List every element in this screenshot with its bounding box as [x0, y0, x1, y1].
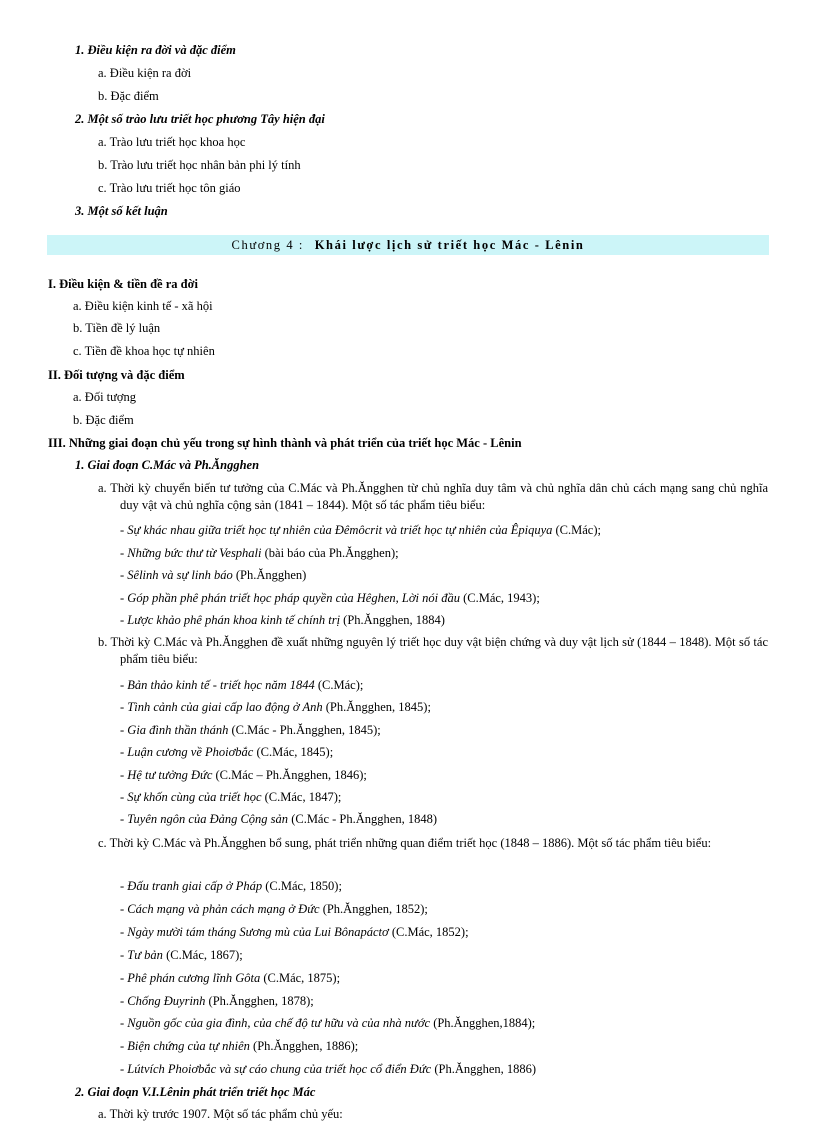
stage-2-item-a: a. Thời kỳ trước 1907. Một số tác phẩm chủ yếu: — [98, 1107, 343, 1121]
work-title: - Phê phán cương lĩnh Gôta — [120, 970, 261, 985]
part-1-item-b: b. Tiền đề lý luận — [73, 321, 161, 335]
part-2-item-a: a. Đối tượng — [73, 390, 137, 404]
work-title: - Gia đình thần thánh — [120, 722, 229, 737]
work-item — [120, 789, 341, 805]
work-title: - Hệ tư tưởng Đức — [120, 767, 213, 782]
work-title: - Ngày mười tám tháng Sương mù của Lui Bônapáctơ — [120, 924, 389, 939]
work-citation: (Ph.Ăngghen, 1886); — [249, 1039, 359, 1054]
work-item — [120, 970, 340, 986]
work-citation: (C.Mác, 1867); — [162, 947, 243, 962]
part-1-title: I. Điều kiện & tiền đề ra đời — [48, 277, 198, 291]
work-item — [120, 767, 367, 783]
work-citation: (C.Mác, 1850); — [262, 879, 342, 893]
work-title: - Luận cương về Phoiơbắc — [120, 745, 254, 760]
work-title: - Góp phần phê phán triết học pháp quyền của Hêghen, Lời nói đầu — [120, 590, 460, 605]
work-title: - Tư bản — [120, 947, 163, 962]
work-item — [120, 722, 381, 738]
work-item — [120, 924, 469, 940]
chapter-prefix: Chương 4 : — [231, 238, 304, 252]
work-citation: (Ph.Ăngghen) — [232, 568, 307, 583]
work-citation: (C.Mác - Ph.Ăngghen, 1845); — [228, 722, 381, 737]
work-item — [120, 699, 431, 715]
work-item — [120, 545, 399, 561]
work-item — [120, 1015, 535, 1031]
work-item — [120, 811, 437, 827]
period-c-paragraph — [98, 835, 768, 852]
work-citation: (bài báo của Ph.Ăngghen); — [261, 545, 399, 560]
work-title: - Lược khảo phê phán khoa kinh tế chính trị — [120, 613, 341, 628]
work-item — [120, 522, 601, 538]
subitem-conditions: a. Điều kiện ra đời — [98, 66, 192, 80]
part-1-item-a: a. Điều kiện kinh tế - xã hội — [73, 299, 213, 313]
subitem-religious-trend: c. Trào lưu triết học tôn giáo — [98, 181, 241, 195]
work-item — [120, 612, 445, 628]
work-title: - Chống Đuyrinh — [120, 993, 206, 1008]
work-citation: (C.Mác, 1845); — [253, 745, 334, 760]
part-1-item-c: c. Tiền đề khoa học tự nhiên — [73, 344, 215, 358]
work-citation: (C.Mác, 1943); — [459, 590, 540, 605]
work-title: - Đấu tranh giai cấp ở Pháp — [120, 879, 263, 893]
work-citation: (Ph.Ăngghen, 1878); — [205, 993, 314, 1008]
stage-2-title: 2. Giai đoạn V.I.Lênin phát triển triết học Mác — [75, 1085, 316, 1099]
work-title: - Lútvích Phoiơbắc và sự cáo chung của triết học cổ điển Đức — [120, 1062, 432, 1077]
period-a-paragraph — [98, 480, 768, 514]
work-citation: (C.Mác - Ph.Ăngghen, 1848) — [288, 812, 438, 827]
work-citation: (Ph.Ăngghen, 1886) — [431, 1062, 537, 1077]
work-item — [120, 590, 540, 606]
chapter-title: Khái lược lịch sử triết học Mác - Lênin — [314, 238, 585, 252]
work-item — [120, 1061, 536, 1077]
work-title: - Biện chứng của tự nhiên — [120, 1039, 250, 1054]
work-citation: (C.Mác, 1847); — [261, 790, 342, 804]
work-citation: (C.Mác); — [552, 523, 601, 537]
work-citation: (C.Mác, 1875); — [260, 970, 341, 985]
chapter-heading-bar — [47, 235, 769, 255]
work-title: - Nguồn gốc của gia đình, của chế độ tư hữu và của nhà nước — [120, 1016, 431, 1031]
work-citation: (Ph.Ăngghen, 1852); — [319, 901, 428, 916]
work-citation: (Ph.Ăngghen, 1884) — [340, 613, 445, 628]
section-heading-conditions-features: 1. Điều kiện ra đời và đặc điểm — [75, 43, 236, 57]
work-title: - Bản thảo kinh tế - triết học năm 1844 — [120, 678, 315, 692]
work-item — [120, 1038, 358, 1054]
chapter-heading — [47, 237, 769, 253]
work-title: - Sự khốn cùng của triết học — [120, 790, 262, 804]
work-citation: (C.Mác – Ph.Ăngghen, 1846); — [212, 767, 367, 782]
work-citation: (C.Mác); — [314, 678, 364, 692]
work-item — [120, 901, 428, 917]
work-title: - Tình cảnh của giai cấp lao động ở Anh — [120, 700, 323, 715]
period-b-text: b. Thời kỳ C.Mác và Ph.Ăngghen đề xuất những nguyên lý triết học duy vật biện chứng và duy vật lịch sử (1844 – 1848). Một số tác phẩm tiêu biểu: — [98, 635, 768, 666]
work-item — [120, 993, 314, 1009]
part-3-title: III. Những giai đoạn chủ yếu trong sự hình thành và phát triển của triết học Mác - Lênin — [48, 436, 522, 450]
work-item — [120, 677, 363, 693]
work-title: - Tuyên ngôn của Đảng Cộng sản — [120, 812, 289, 827]
work-title: - Sự khác nhau giữa triết học tự nhiên của Đêmôcrit và triết học tự nhiên của Êpiquya — [120, 523, 553, 537]
work-citation: (Ph.Ăngghen, 1845); — [322, 700, 431, 715]
section-heading-conclusions: 3. Một số kết luận — [75, 204, 168, 218]
stage-1-title: 1. Giai đoạn C.Mác và Ph.Ăngghen — [75, 458, 260, 472]
work-item — [120, 947, 243, 963]
work-item — [120, 567, 306, 583]
work-title: - Sêlinh và sự linh báo — [120, 568, 233, 583]
work-title: - Những bức thư từ Vesphali — [120, 545, 262, 560]
period-c-text: c. Thời kỳ C.Mác và Ph.Ăngghen bổ sung, phát triển những quan điểm triết học (1848 – 1886). Một số tác phẩm tiêu biểu: — [98, 836, 712, 850]
subitem-features: b. Đặc điểm — [98, 89, 159, 103]
work-citation: (Ph.Ăngghen,1884); — [430, 1016, 536, 1031]
section-heading-western-trends: 2. Một số trào lưu triết học phương Tây hiện đại — [75, 112, 325, 126]
subitem-science-trend: a. Trào lưu triết học khoa học — [98, 135, 246, 149]
part-2-title: II. Đối tượng và đặc điểm — [48, 368, 185, 382]
work-title: - Cách mạng và phản cách mạng ở Đức — [120, 901, 320, 916]
work-citation: (C.Mác, 1852); — [388, 924, 469, 939]
period-a-text: a. Thời kỳ chuyển biến tư tưởng của C.Mác và Ph.Ăngghen từ chủ nghĩa duy tâm và chủ nghĩa dân chủ cách mạng sang chủ nghĩa duy vật và chủ nghĩa cộng sản (1841 – 1844). Một số tác phẩm tiêu biểu: — [98, 481, 768, 512]
work-item — [120, 744, 333, 760]
part-2-item-b: b. Đặc điểm — [73, 413, 134, 427]
period-b-paragraph — [98, 634, 768, 668]
subitem-humanist-trend: b. Trào lưu triết học nhân bản phi lý tính — [98, 158, 301, 172]
work-item — [120, 878, 342, 894]
